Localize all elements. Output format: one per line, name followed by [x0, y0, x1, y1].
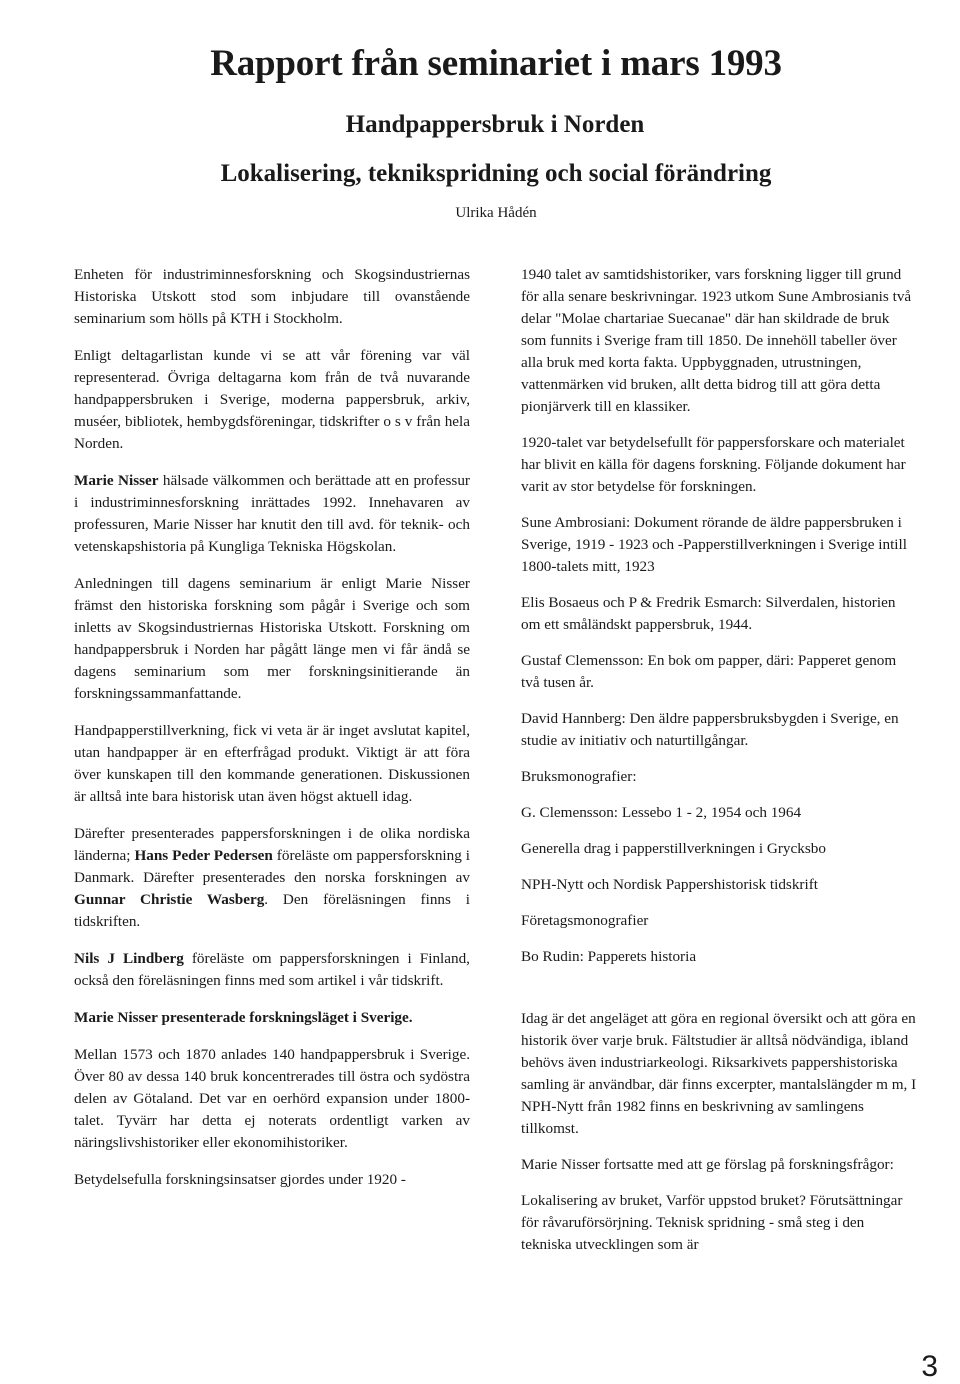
author-name: Ulrika Hådén	[455, 205, 537, 221]
paragraph: Anledningen till dagens seminarium är enligt Marie Nisser främst den historiska forskning som pågår i Sverige och som inletts av Skogsindustriernas Historiska Utskott. Forskning om handpappersbruk i Norden har pågått länge men vi får ändå se dagens seminarium som mer forskningsinitierande än forskningssammanfattande.	[74, 575, 470, 702]
page-number: 3	[921, 1350, 938, 1383]
right-column	[521, 264, 917, 1270]
paragraph: Handpapperstillverkning, fick vi veta är är inget avslutat kapitel, utan handpapper är en efterfrågad produkt. Viktigt är att föra över kunskapen till den kommande generationen. Diskussionen är alltså inte bara historisk utan även högst aktuell idag.	[74, 722, 470, 805]
subtitle: Handpappersbruk i Norden	[345, 111, 645, 138]
list-heading: Bruksmonografier:	[521, 768, 637, 785]
left-column	[74, 264, 470, 1206]
text-span: hälsade välkommen och berättade att en professur i industriminnesforskning inrättades 1992. Innehavaren av professuren, Marie Nisser har knutit den till avd. för teknik- och vetenskapshistoria på Kungliga Tekniska Högskolan.	[74, 472, 470, 555]
person-name: Marie Nisser	[74, 472, 159, 489]
paragraph: Idag är det angeläget att göra en regional översikt och att göra en historik över varje bruk. Fältstudier är alltså nödvändiga, ibland behövs även industriarkeologi. Riksarkivets pappershistoriska samling är användbar, där finns excerpter, mantalslängder m m, I NPH-Nytt från 1982 finns en beskrivning av samlingens tillkomst.	[521, 1010, 917, 1137]
text-span: föreläste om pappersforskningen i Finland, också den föreläsningen finns med som artikel i vår tidskrift.	[74, 950, 470, 989]
reference-entry: Elis Bosaeus och P & Fredrik Esmarch: Silverdalen, historien om ett småländskt pappersbruk, 1944.	[521, 594, 896, 633]
text-span: föreläste om pappersforskning i Danmark. Därefter presenterades den norska forskningen av	[74, 847, 470, 886]
reference-entry: Generella drag i papperstillverkningen i Grycksbo	[521, 840, 826, 857]
text-span: Därefter presenterades pappersforskningen i de olika nordiska länderna;	[74, 825, 470, 864]
paragraph	[74, 823, 470, 933]
reference-entry: Bo Rudin: Papperets historia	[521, 948, 697, 965]
reference-entry: G. Clemensson: Lessebo 1 - 2, 1954 och 1964	[521, 804, 802, 821]
paragraph: Marie Nisser fortsatte med att ge förslag på forskningsfrågor:	[521, 1156, 894, 1173]
paragraph: Enheten för industriminnesforskning och Skogsindustriernas Historiska Utskott stod som inbjudare till ovanstående seminarium som hölls på KTH i Stockholm.	[74, 266, 470, 327]
paragraph	[74, 470, 470, 558]
subtitle-secondary: Lokalisering, teknikspridning och social förändring	[220, 160, 772, 187]
text-span: . Den föreläsningen finns i tidskriften.	[74, 891, 470, 930]
paragraph: 1920-talet var betydelsefullt för pappersforskare och materialet har blivit en källa för dagens forskning. Följande dokument har varit av stor betydelse för forskningen.	[521, 434, 906, 495]
reference-entry: Gustaf Clemensson: En bok om papper, däri: Papperet genom två tusen år.	[521, 652, 897, 691]
paragraph: Lokalisering av bruket, Varför uppstod bruket? Förutsättningar för råvaruförsörjning. Teknisk spridning - små steg i den tekniska utvecklingen som är	[521, 1192, 903, 1253]
person-name: Nils J Lindberg	[74, 950, 184, 967]
paragraph	[74, 948, 470, 992]
person-name: Gunnar Christie Wasberg	[74, 891, 265, 908]
reference-entry: David Hannberg: Den äldre pappersbruksbygden i Sverige, en studie av initiativ och naturtillgångar.	[521, 710, 899, 749]
paragraph: Mellan 1573 och 1870 anlades 140 handpappersbruk i Sverige. Över 80 av dessa 140 bruk koncentrerades till östra och sydöstra delen av Götaland. Det var en oerhörd expansion under 1800-talet. Tyvärr har detta ej noterats ordentligt varken av näringslivshistoriker eller ekonomihistoriker.	[74, 1046, 470, 1151]
paragraph: Betydelsefulla forskningsinsatser gjordes under 1920 -	[74, 1171, 406, 1188]
reference-entry: Sune Ambrosiani: Dokument rörande de äldre pappersbruken i Sverige, 1919 - 1923 och -Papperstillverkningen i Sverige intill 1800-talets mitt, 1923	[521, 514, 907, 575]
paragraph: 1940 talet av samtidshistoriker, vars forskning ligger till grund för alla senare beskrivningar. 1923 utkom Sune Ambrosianis två delar "Molae chartariae Suecanae" där han skildrade de bruk som funnits i Sverige fram till 1850. De innehöll tabeller över alla bruk med korta fakta. Uppbyggnaden, utrustningen, vattenmärken vid bruken, allt detta bidrog till att göra detta pionjärverk till en klassiker.	[521, 266, 912, 415]
person-name: Hans Peder Pedersen	[134, 847, 273, 864]
reference-entry: NPH-Nytt och Nordisk Pappershistorisk tidskrift	[521, 876, 818, 893]
section-heading: Marie Nisser presenterade forskningsläget i Sverige.	[74, 1009, 413, 1026]
list-heading: Företagsmonografier	[521, 912, 649, 929]
paragraph: Enligt deltagarlistan kunde vi se att vår förening var väl representerad. Övriga deltagarna kom från de två nuvarande handpappersbruken i Sverige, moderna pappersbruk, arkiv, muséer, bibliotek, hembygdsföreningar, tidskrifter o s v från hela Norden.	[74, 347, 470, 452]
page-title: Rapport från seminariet i mars 1993	[210, 43, 782, 84]
